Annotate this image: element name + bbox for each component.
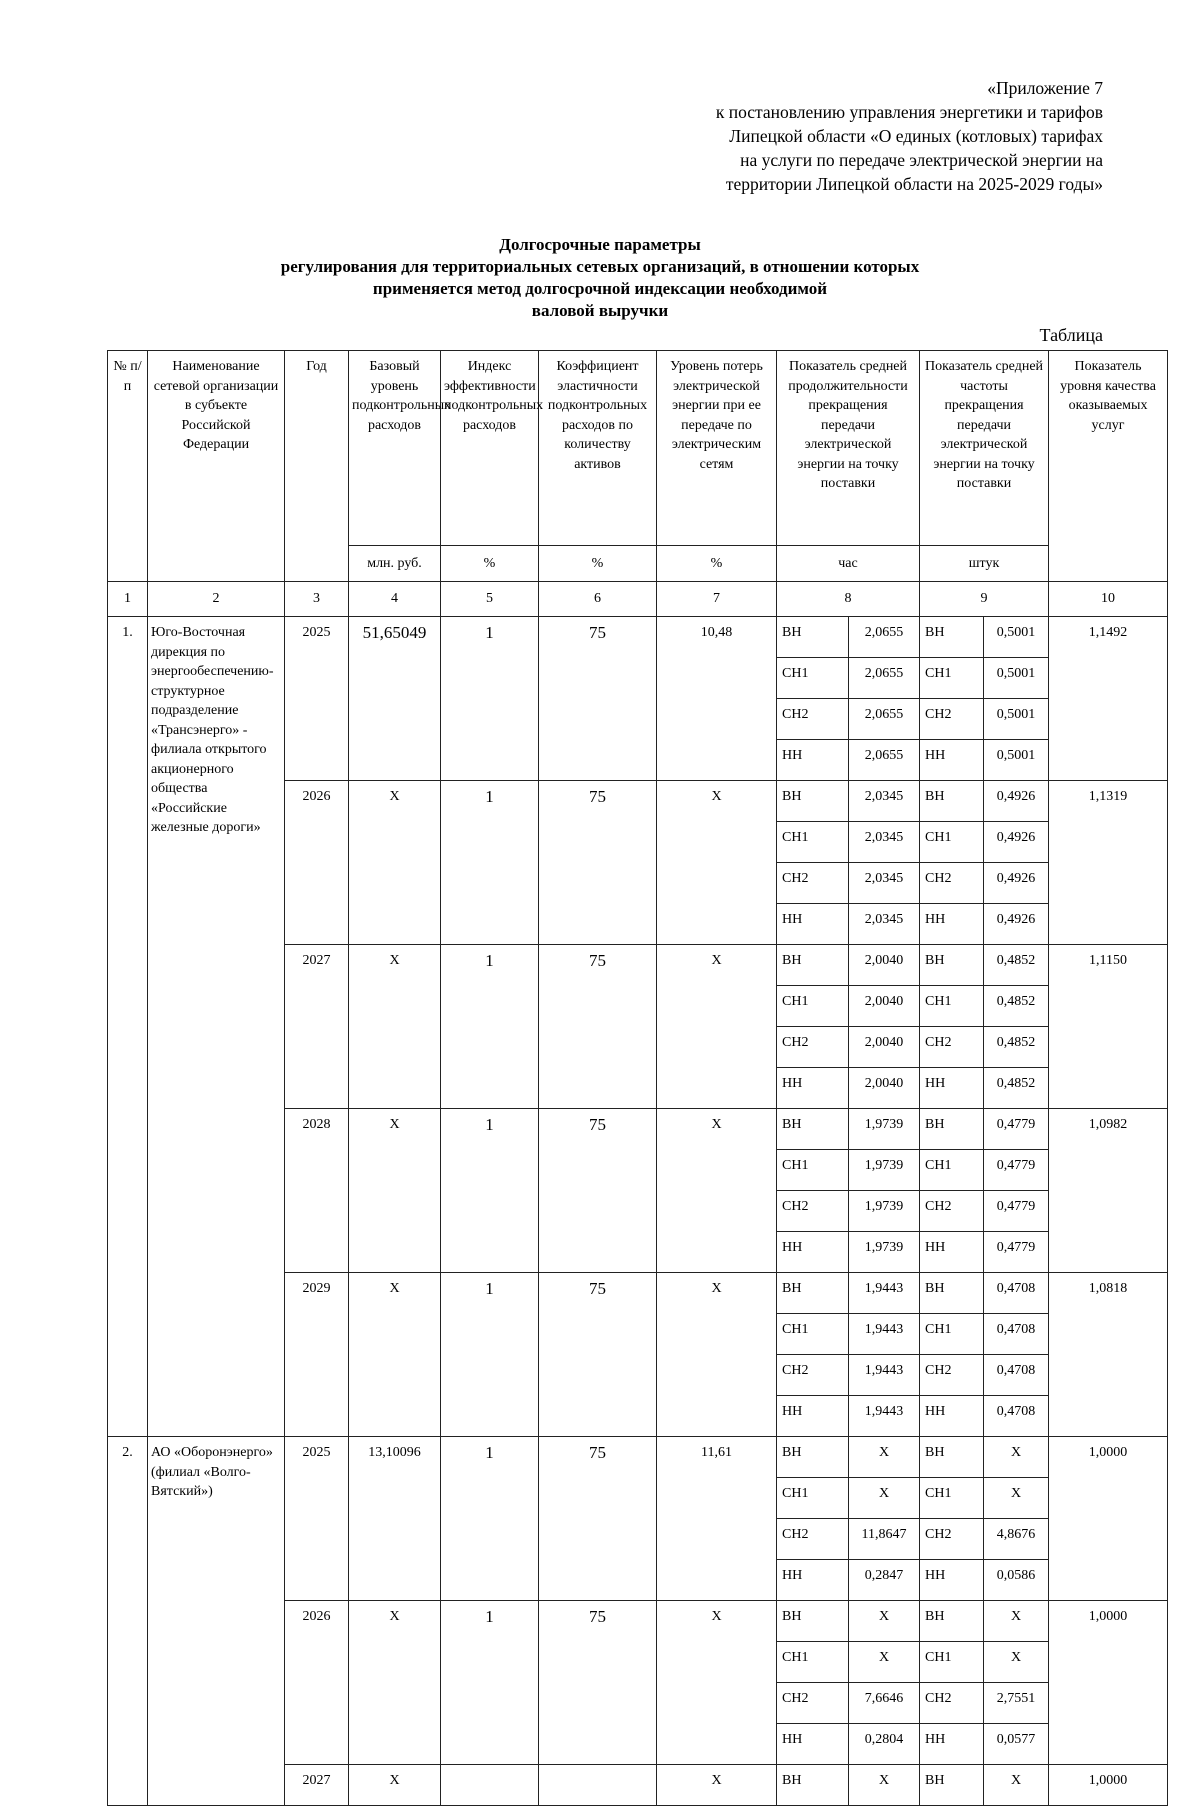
appendix-line: «Приложение 7 — [987, 78, 1103, 98]
title-line: Долгосрочные параметры — [499, 235, 701, 254]
frequency-voltage-level: ВН — [920, 617, 984, 658]
year-cell: 2028 — [285, 1109, 349, 1273]
parameters-table — [107, 350, 1168, 1806]
duration-voltage-level: ВН — [777, 1109, 849, 1150]
duration-voltage-level: СН1 — [777, 986, 849, 1027]
frequency-value: 2,7551 — [984, 1683, 1049, 1724]
unit-cell: % — [441, 546, 539, 582]
col-number: 8 — [777, 582, 920, 617]
duration-voltage-level: ВН — [777, 1437, 849, 1478]
frequency-voltage-level: СН1 — [920, 1642, 984, 1683]
quality-cell: 1,0818 — [1049, 1273, 1168, 1437]
duration-value: 1,9443 — [849, 1273, 920, 1314]
frequency-value: 0,4852 — [984, 1068, 1049, 1109]
duration-voltage-level: ВН — [777, 945, 849, 986]
duration-voltage-level: СН1 — [777, 1478, 849, 1519]
frequency-voltage-level: НН — [920, 1396, 984, 1437]
year-cell: 2026 — [285, 1601, 349, 1765]
frequency-value: 4,8676 — [984, 1519, 1049, 1560]
frequency-voltage-level: НН — [920, 1724, 984, 1765]
duration-value: Х — [849, 1478, 920, 1519]
organization-name: АО «Оборонэнерго» (филиал «Волго-Вятский») — [148, 1437, 285, 1806]
duration-voltage-level: ВН — [777, 1273, 849, 1314]
efficiency-index-cell: 1 — [441, 1273, 539, 1437]
elasticity-cell: 75 — [539, 1437, 657, 1601]
duration-value: 2,0040 — [849, 1027, 920, 1068]
unit-cell: % — [539, 546, 657, 582]
duration-voltage-level: НН — [777, 1232, 849, 1273]
duration-value: 2,0655 — [849, 740, 920, 781]
duration-value: Х — [849, 1765, 920, 1806]
frequency-value: 0,4852 — [984, 1027, 1049, 1068]
col-number: 6 — [539, 582, 657, 617]
losses-cell: Х — [657, 1601, 777, 1765]
frequency-value: 0,4779 — [984, 1150, 1049, 1191]
duration-value: 2,0655 — [849, 617, 920, 658]
duration-value: 1,9443 — [849, 1355, 920, 1396]
col-number: 9 — [920, 582, 1049, 617]
base-level-cell: Х — [349, 945, 441, 1109]
quality-cell: 1,0000 — [1049, 1601, 1168, 1765]
frequency-value: Х — [984, 1642, 1049, 1683]
base-level-cell: Х — [349, 1109, 441, 1273]
frequency-voltage-level: ВН — [920, 1437, 984, 1478]
efficiency-index-cell — [441, 1765, 539, 1806]
quality-cell: 1,0000 — [1049, 1437, 1168, 1601]
quality-cell: 1,1150 — [1049, 945, 1168, 1109]
duration-voltage-level: НН — [777, 1068, 849, 1109]
duration-voltage-level: СН2 — [777, 1355, 849, 1396]
frequency-value: Х — [984, 1478, 1049, 1519]
duration-voltage-level: СН2 — [777, 699, 849, 740]
duration-value: 1,9443 — [849, 1314, 920, 1355]
col-number: 4 — [349, 582, 441, 617]
header-frequency: Показатель средней частоты прекращения передачи электрической энергии на точку поставки — [920, 351, 1049, 546]
elasticity-cell: 75 — [539, 617, 657, 781]
base-level-cell: Х — [349, 781, 441, 945]
quality-cell: 1,1492 — [1049, 617, 1168, 781]
row-number: 2. — [108, 1437, 148, 1806]
base-level-cell: 13,10096 — [349, 1437, 441, 1601]
frequency-voltage-level: СН1 — [920, 822, 984, 863]
duration-voltage-level: СН1 — [777, 1150, 849, 1191]
table-caption: Таблица — [1039, 325, 1103, 345]
frequency-value: 0,5001 — [984, 658, 1049, 699]
efficiency-index-cell: 1 — [441, 1601, 539, 1765]
title-line: регулирования для территориальных сетевых организаций, в отношении которых — [280, 257, 920, 276]
header-row — [108, 351, 1168, 546]
year-cell: 2026 — [285, 781, 349, 945]
duration-value: 1,9739 — [849, 1109, 920, 1150]
frequency-value: 0,4708 — [984, 1273, 1049, 1314]
document-title — [0, 234, 1200, 322]
duration-value: 2,0345 — [849, 822, 920, 863]
frequency-voltage-level: СН1 — [920, 1478, 984, 1519]
appendix-line: территории Липецкой области на 2025-2029 годы» — [725, 174, 1103, 194]
duration-voltage-level: СН1 — [777, 1642, 849, 1683]
duration-value: 1,9739 — [849, 1150, 920, 1191]
frequency-voltage-level: СН1 — [920, 986, 984, 1027]
losses-cell: Х — [657, 1109, 777, 1273]
frequency-value: 0,5001 — [984, 617, 1049, 658]
frequency-value: 0,4779 — [984, 1109, 1049, 1150]
year-cell: 2027 — [285, 1765, 349, 1806]
duration-voltage-level: СН2 — [777, 1519, 849, 1560]
elasticity-cell: 75 — [539, 1109, 657, 1273]
frequency-voltage-level: СН2 — [920, 1027, 984, 1068]
elasticity-cell — [539, 1765, 657, 1806]
duration-value: 2,0655 — [849, 699, 920, 740]
unit-cell: % — [657, 546, 777, 582]
elasticity-cell: 75 — [539, 945, 657, 1109]
frequency-value: 0,4926 — [984, 904, 1049, 945]
frequency-voltage-level: НН — [920, 740, 984, 781]
losses-cell: 10,48 — [657, 617, 777, 781]
frequency-voltage-level: НН — [920, 1560, 984, 1601]
duration-voltage-level: СН2 — [777, 1683, 849, 1724]
base-level-cell: Х — [349, 1765, 441, 1806]
duration-voltage-level: НН — [777, 1396, 849, 1437]
duration-value: 0,2804 — [849, 1724, 920, 1765]
frequency-value: Х — [984, 1601, 1049, 1642]
frequency-value: Х — [984, 1765, 1049, 1806]
appendix-line: на услуги по передаче электрической энергии на — [740, 150, 1103, 170]
year-cell: 2025 — [285, 617, 349, 781]
duration-voltage-level: ВН — [777, 781, 849, 822]
header-no: № п/п — [108, 351, 148, 582]
duration-value: Х — [849, 1437, 920, 1478]
duration-value: 2,0040 — [849, 945, 920, 986]
duration-value: 1,9739 — [849, 1191, 920, 1232]
duration-value: 11,8647 — [849, 1519, 920, 1560]
frequency-voltage-level: СН1 — [920, 658, 984, 699]
frequency-value: 0,0586 — [984, 1560, 1049, 1601]
organization-name: Юго-Восточная дирекция по энергообеспечению-структурное подразделение «Трансэнерго» - филиала открытого акционерного общества «Российские железные дороги» — [148, 617, 285, 1437]
frequency-voltage-level: ВН — [920, 1109, 984, 1150]
duration-voltage-level: ВН — [777, 617, 849, 658]
header-org-name: Наименование сетевой организации в субъекте Российской Федерации — [148, 351, 285, 582]
frequency-value: 0,4708 — [984, 1355, 1049, 1396]
header-year: Год — [285, 351, 349, 582]
duration-value: 1,9739 — [849, 1232, 920, 1273]
frequency-value: 0,5001 — [984, 740, 1049, 781]
frequency-voltage-level: СН2 — [920, 1519, 984, 1560]
year-cell: 2025 — [285, 1437, 349, 1601]
header-base-level: Базовый уровень подконтрольных расходов — [349, 351, 441, 546]
frequency-voltage-level: НН — [920, 1068, 984, 1109]
col-number: 7 — [657, 582, 777, 617]
duration-value: 2,0345 — [849, 781, 920, 822]
elasticity-cell: 75 — [539, 781, 657, 945]
row-number: 1. — [108, 617, 148, 1437]
header-quality: Показатель уровня качества оказываемых услуг — [1049, 351, 1168, 582]
frequency-value: Х — [984, 1437, 1049, 1478]
duration-value: 2,0345 — [849, 863, 920, 904]
duration-value: 1,9443 — [849, 1396, 920, 1437]
year-cell: 2027 — [285, 945, 349, 1109]
base-level-cell: Х — [349, 1273, 441, 1437]
unit-cell: час — [777, 546, 920, 582]
duration-value: 2,0345 — [849, 904, 920, 945]
frequency-value: 0,4708 — [984, 1396, 1049, 1437]
frequency-voltage-level: ВН — [920, 1601, 984, 1642]
appendix-line: Липецкой области «О единых (котловых) тарифах — [729, 126, 1103, 146]
quality-cell: 1,1319 — [1049, 781, 1168, 945]
quality-cell: 1,0000 — [1049, 1765, 1168, 1806]
col-number: 1 — [108, 582, 148, 617]
elasticity-cell: 75 — [539, 1273, 657, 1437]
losses-cell: Х — [657, 781, 777, 945]
unit-cell: млн. руб. — [349, 546, 441, 582]
frequency-voltage-level: ВН — [920, 1765, 984, 1806]
col-number: 10 — [1049, 582, 1168, 617]
header-duration: Показатель средней продолжительности прекращения передачи электрической энергии на точку поставки — [777, 351, 920, 546]
header-efficiency-index: Индекс эффективности подконтрольных расходов — [441, 351, 539, 546]
efficiency-index-cell: 1 — [441, 617, 539, 781]
efficiency-index-cell: 1 — [441, 1437, 539, 1601]
header-losses: Уровень потерь электрической энергии при ее передаче по электрическим сетям — [657, 351, 777, 546]
frequency-voltage-level: СН2 — [920, 1683, 984, 1724]
frequency-value: 0,4926 — [984, 863, 1049, 904]
efficiency-index-cell: 1 — [441, 945, 539, 1109]
duration-value: 7,6646 — [849, 1683, 920, 1724]
losses-cell: Х — [657, 1765, 777, 1806]
frequency-voltage-level: НН — [920, 904, 984, 945]
duration-value: 2,0655 — [849, 658, 920, 699]
frequency-value: 0,0577 — [984, 1724, 1049, 1765]
table-row — [108, 617, 1168, 658]
frequency-voltage-level: ВН — [920, 781, 984, 822]
frequency-value: 0,4708 — [984, 1314, 1049, 1355]
duration-value: 0,2847 — [849, 1560, 920, 1601]
losses-cell: Х — [657, 945, 777, 1109]
col-number: 2 — [148, 582, 285, 617]
duration-voltage-level: ВН — [777, 1601, 849, 1642]
frequency-value: 0,4852 — [984, 945, 1049, 986]
base-level-cell: 51,65049 — [349, 617, 441, 781]
duration-value: Х — [849, 1601, 920, 1642]
duration-voltage-level: ВН — [777, 1765, 849, 1806]
frequency-value: 0,4852 — [984, 986, 1049, 1027]
column-numbers-row — [108, 582, 1168, 617]
duration-value: Х — [849, 1642, 920, 1683]
losses-cell: 11,61 — [657, 1437, 777, 1601]
duration-voltage-level: СН1 — [777, 658, 849, 699]
header-elasticity: Коэффициент эластичности подконтрольных расходов по количеству активов — [539, 351, 657, 546]
duration-voltage-level: СН1 — [777, 822, 849, 863]
duration-voltage-level: СН2 — [777, 1027, 849, 1068]
duration-value: 2,0040 — [849, 1068, 920, 1109]
appendix-line: к постановлению управления энергетики и тарифов — [715, 102, 1103, 122]
col-number: 5 — [441, 582, 539, 617]
frequency-voltage-level: СН2 — [920, 1191, 984, 1232]
duration-voltage-level: СН1 — [777, 1314, 849, 1355]
title-line: применяется метод долгосрочной индексации необходимой — [372, 279, 828, 298]
duration-value: 2,0040 — [849, 986, 920, 1027]
duration-voltage-level: НН — [777, 1724, 849, 1765]
frequency-value: 0,4779 — [984, 1191, 1049, 1232]
duration-voltage-level: СН2 — [777, 863, 849, 904]
frequency-voltage-level: СН2 — [920, 863, 984, 904]
frequency-voltage-level: СН1 — [920, 1314, 984, 1355]
unit-cell: штук — [920, 546, 1049, 582]
year-cell: 2029 — [285, 1273, 349, 1437]
efficiency-index-cell: 1 — [441, 1109, 539, 1273]
title-line: валовой выручки — [531, 301, 669, 320]
duration-voltage-level: НН — [777, 740, 849, 781]
frequency-voltage-level: ВН — [920, 945, 984, 986]
table-row — [108, 1437, 1168, 1478]
col-number: 3 — [285, 582, 349, 617]
elasticity-cell: 75 — [539, 1601, 657, 1765]
frequency-voltage-level: ВН — [920, 1273, 984, 1314]
quality-cell: 1,0982 — [1049, 1109, 1168, 1273]
efficiency-index-cell: 1 — [441, 781, 539, 945]
frequency-voltage-level: СН1 — [920, 1150, 984, 1191]
duration-voltage-level: НН — [777, 1560, 849, 1601]
frequency-value: 0,4926 — [984, 822, 1049, 863]
appendix-note — [403, 76, 1103, 196]
frequency-value: 0,4779 — [984, 1232, 1049, 1273]
frequency-voltage-level: НН — [920, 1232, 984, 1273]
frequency-voltage-level: СН2 — [920, 699, 984, 740]
frequency-value: 0,5001 — [984, 699, 1049, 740]
frequency-voltage-level: СН2 — [920, 1355, 984, 1396]
base-level-cell: Х — [349, 1601, 441, 1765]
duration-voltage-level: СН2 — [777, 1191, 849, 1232]
duration-voltage-level: НН — [777, 904, 849, 945]
losses-cell: Х — [657, 1273, 777, 1437]
frequency-value: 0,4926 — [984, 781, 1049, 822]
